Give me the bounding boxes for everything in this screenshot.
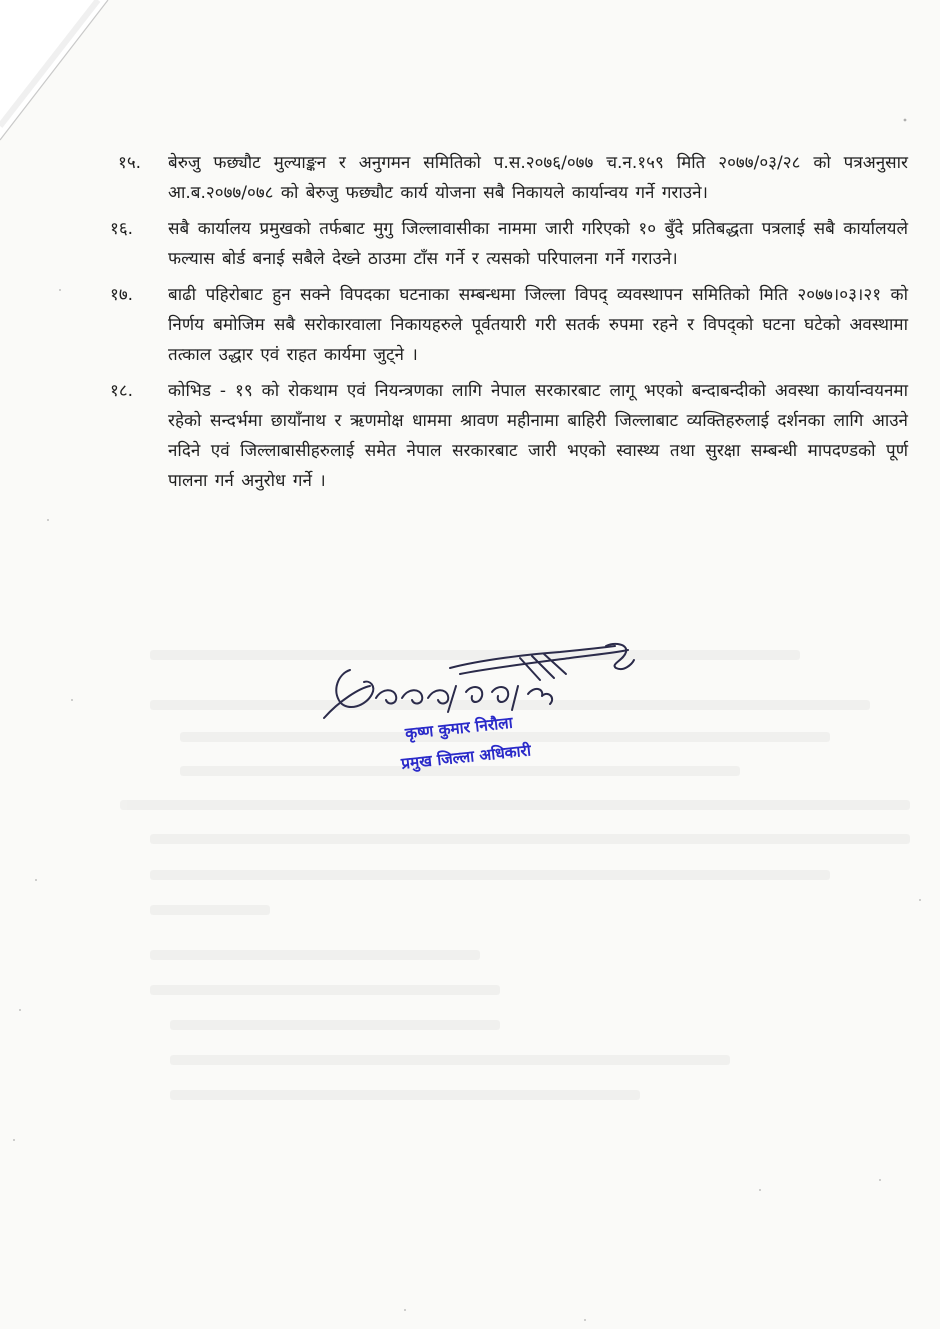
item-number: १८. xyxy=(110,381,134,401)
item-text: बेरुजु फछ्यौट मुल्याङ्कन र अनुगमन समितिको प.स.२०७६/०७७ च.न.१५९ मिति २०७७/०३/२८ को पत्रअनुसार आ.ब.२०७७/०७८ को बेरुजु फछ्यौट कार्य योजना सबै निकायले कार्यान्वय गर्ने गराउने। xyxy=(168,153,908,203)
item-text: बाढी पहिरोबाट हुन सक्ने विपदका घटनाका सम्बन्धमा जिल्ला विपद् व्यवस्थापन समितिको मिति २०७७।०३।२१ को निर्णय बमोजिम सबै सरोकारवाला निकायहरुले पूर्वतयारी गरी सतर्क रुपमा रहने र विपद्को घटना घटेको अवस्थामा तत्काल उद्धार एवं राहत कार्यमा जुट्ने । xyxy=(168,285,908,365)
list-item-15 xyxy=(118,148,908,208)
stamp-officer-name: कृष्ण कुमार निरौला xyxy=(404,713,514,743)
list-item-16 xyxy=(110,214,908,274)
item-number: १७. xyxy=(110,285,134,305)
folded-corner xyxy=(0,0,120,150)
item-number: १६. xyxy=(110,219,134,239)
item-number: १५. xyxy=(118,153,142,173)
signature-block xyxy=(310,640,650,790)
list-item-18 xyxy=(110,376,908,496)
list-item-17 xyxy=(110,280,908,370)
item-text: सबै कार्यालय प्रमुखको तर्फबाट मुगु जिल्लावासीका नाममा जारी गरिएको १० बुँदे प्रतिबद्धता पत्रलाई सबै कार्यालयले फल्यास बोर्ड बनाई सबैले देख्ने ठाउमा टाँस गर्ने र त्यसको परिपालना गर्ने गराउने। xyxy=(168,219,908,269)
document-body xyxy=(110,148,908,502)
item-text: कोभिड - १९ को रोकथाम एवं नियन्त्रणका लागि नेपाल सरकारबाट लागू भएको बन्दाबन्दीको अवस्था कार्यान्वयनमा रहेको सन्दर्भमा छायाँनाथ र ऋणमोक्ष धाममा श्रावण महीनामा बाहिरी जिल्लाबाट व्यक्तिहरुलाई दर्शनका लागि आउने नदिने एवं जिल्लाबासीहरुलाई समेत नेपाल सरकारबाट जारी भएको स्वास्थ्य तथा सुरक्षा सम्बन्धी मापदण्डको पूर्ण पालना गर्न अनुरोध गर्ने । xyxy=(168,381,908,491)
stamp-officer-title: प्रमुख जिल्ला अधिकारी xyxy=(400,741,532,773)
